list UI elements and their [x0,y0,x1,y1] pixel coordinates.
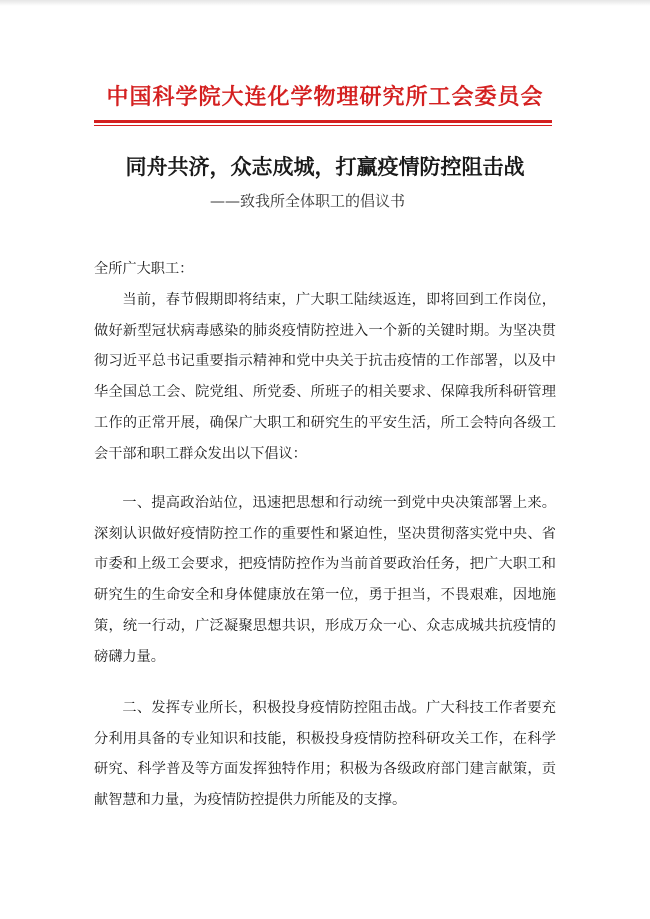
letterhead-rule-thin [94,125,552,126]
letterhead-org-name: 中国科学院大连化学物理研究所工会委员会 [106,85,544,110]
document-title: 同舟共济，众志成城，打赢疫情防控阻击战 [125,155,525,179]
paragraph-text: 二、发挥专业所长，积极投身疫情防控阻击战。广大科技工作者要充分利用具备的专业知识和技能，积极投身疫情防控科研攻关工作，在科学研究、科学普及等方面发挥独特作用；积极为各级政府部门建言献策，贡献智慧和力量，为疫情防控提供力所能及的支撑。 [94,700,556,809]
body-paragraph-1 [94,285,556,469]
scan-edge-shadow [0,0,650,6]
paragraph-text: 当前，春节假期即将结束，广大职工陆续返连，即将回到工作岗位，做好新型冠状病毒感染的肺炎疫情防控进入一个新的关键时期。为坚决贯彻习近平总书记重要指示精神和党中央关于抗击疫情的工作部署，以及中华全国总工会、院党组、所党委、所班子的相关要求、保障我所科研管理工作的正常开展，确保广大职工和研究生的平安生活，所工会特向各级工会干部和职工群众发出以下倡议： [94,292,556,462]
body-paragraph-3 [94,693,556,816]
salutation: 全所广大职工： [94,261,194,277]
document-subtitle: ——致我所全体职工的倡议书 [210,192,406,210]
letterhead-rule-thick [94,120,552,123]
paragraph-text: 一、提高政治站位，迅速把思想和行动统一到党中央决策部署上来。深刻认识做好疫情防控工作的重要性和紧迫性，坚决贯彻落实党中央、省市委和上级工会要求，把疫情防控作为当前首要政治任务，把广大职工和研究生的生命安全和身体健康放在第一位，勇于担当，不畏艰难，因地施策，统一行动，广泛凝聚思想共识，形成万众一心、众志成城共抗疫情的磅礴力量。 [94,495,556,665]
body-paragraph-2 [94,488,556,672]
